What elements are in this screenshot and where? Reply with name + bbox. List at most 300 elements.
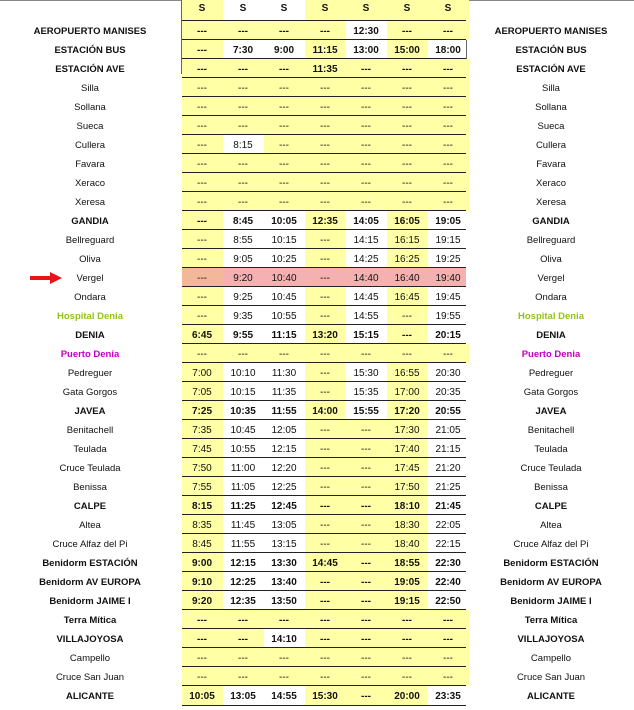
time-cell: 13:40	[271, 577, 297, 588]
time-cell: ---	[402, 197, 412, 208]
time-cell: ---	[197, 216, 207, 227]
row-divider	[182, 305, 466, 306]
stop-name-left: AEROPUERTO MANISES	[33, 26, 147, 37]
time-cell: ---	[320, 653, 330, 664]
stop-name-right: Benidorm ESTACIÓN	[503, 558, 599, 569]
time-cell: 6:45	[191, 330, 212, 341]
stop-name-right: Cruce Teulada	[520, 463, 582, 474]
time-cell: ---	[361, 83, 371, 94]
time-cell: ---	[361, 596, 371, 607]
time-cell: 16:40	[394, 273, 420, 284]
row-divider	[182, 685, 466, 686]
header-divider	[182, 20, 466, 21]
time-cell: ---	[320, 577, 330, 588]
stop-name-left: Benitachell	[66, 425, 114, 436]
time-cell: ---	[443, 672, 453, 683]
stop-name-right: Sollana	[535, 102, 567, 113]
time-cell: 7:25	[191, 406, 212, 417]
time-cell: ---	[279, 26, 289, 37]
time-cell: 19:15	[394, 596, 420, 607]
column-header: S	[362, 3, 370, 14]
time-cell: ---	[320, 102, 330, 113]
time-cell: ---	[320, 178, 330, 189]
time-cell: 10:55	[230, 444, 256, 455]
row-divider	[182, 58, 466, 59]
time-cell: 18:40	[394, 539, 420, 550]
stop-name-right: VILLAJOYOSA	[517, 634, 585, 645]
row-divider	[182, 419, 466, 420]
time-cell: ---	[238, 102, 248, 113]
time-cell: ---	[361, 653, 371, 664]
time-cell: ---	[279, 615, 289, 626]
time-cell: 7:00	[192, 368, 212, 379]
row-divider	[182, 343, 466, 344]
stop-name-left: Cruce San Juan	[55, 672, 125, 683]
row-divider	[182, 590, 466, 591]
time-cell: ---	[320, 634, 330, 645]
column-header: S	[321, 3, 329, 14]
time-cell: ---	[320, 444, 330, 455]
stop-name-right: Vergel	[537, 273, 565, 284]
stop-name-right: Benidorm AV EUROPA	[500, 577, 602, 588]
row-divider	[182, 438, 466, 439]
time-cell: 15:30	[353, 368, 379, 379]
time-cell: ---	[197, 64, 207, 75]
time-cell: 19:45	[435, 292, 461, 303]
time-cell: 20:55	[435, 406, 461, 417]
time-cell: ---	[197, 45, 207, 56]
stop-name-left: Favara	[75, 159, 105, 170]
time-cell: 9:00	[191, 558, 212, 569]
time-cell: ---	[238, 64, 248, 75]
time-cell: 20:15	[435, 330, 461, 341]
time-cell: 11:55	[230, 539, 256, 550]
time-cell: 15:30	[312, 691, 338, 702]
time-cell: 15:00	[394, 45, 420, 56]
time-cell: 9:25	[233, 292, 253, 303]
time-cell: 11:00	[230, 463, 256, 474]
time-cell: ---	[320, 292, 330, 303]
stop-name-left: DENIA	[75, 330, 105, 341]
time-cell: ---	[279, 102, 289, 113]
time-cell: 22:30	[435, 558, 461, 569]
row-divider	[182, 476, 466, 477]
time-cell: ---	[443, 653, 453, 664]
time-cell: ---	[197, 672, 207, 683]
time-cell: ---	[361, 159, 371, 170]
column-header: S	[280, 3, 288, 14]
time-cell: ---	[402, 159, 412, 170]
time-cell: 10:55	[271, 311, 297, 322]
row-divider	[182, 381, 466, 382]
time-cell: 14:00	[312, 406, 338, 417]
time-cell: ---	[320, 615, 330, 626]
time-cell: 10:45	[271, 292, 297, 303]
stop-name-right: Xeraco	[535, 178, 567, 189]
time-cell: ---	[361, 634, 371, 645]
stop-name-left: ALICANTE	[65, 691, 115, 702]
stop-name-left: VILLAJOYOSA	[56, 634, 124, 645]
time-cell: 9:20	[191, 596, 212, 607]
stop-name-right: Oliva	[540, 254, 562, 265]
time-cell: ---	[238, 159, 248, 170]
time-cell: ---	[320, 121, 330, 132]
time-cell: 10:10	[230, 368, 256, 379]
time-cell: 17:40	[394, 444, 420, 455]
time-cell: 7:05	[192, 387, 212, 398]
time-cell: 12:25	[230, 577, 256, 588]
time-cell: ---	[197, 634, 207, 645]
time-cell: ---	[320, 387, 330, 398]
time-cell: 21:25	[435, 482, 461, 493]
time-cell: ---	[279, 653, 289, 664]
time-cell: 11:15	[312, 45, 338, 56]
time-cell: 13:05	[230, 691, 256, 702]
time-cell: ---	[443, 26, 453, 37]
time-cell: 14:55	[353, 311, 379, 322]
time-cell: 16:25	[394, 254, 420, 265]
time-cell: 10:40	[271, 273, 297, 284]
time-cell: 19:05	[435, 216, 461, 227]
time-cell: ---	[402, 349, 412, 360]
stop-name-right: Silla	[542, 83, 560, 94]
stop-name-left: Cullera	[74, 140, 106, 151]
stop-name-left: Oliva	[79, 254, 101, 265]
time-cell: ---	[320, 672, 330, 683]
time-cell: 13:20	[312, 330, 338, 341]
row-divider	[182, 134, 466, 135]
stop-name-left: Vergel	[76, 273, 104, 284]
time-cell: 9:55	[232, 330, 253, 341]
time-cell: ---	[361, 178, 371, 189]
stop-name-right: Teulada	[534, 444, 568, 455]
time-cell: ---	[279, 83, 289, 94]
time-cell: ---	[197, 159, 207, 170]
time-cell: 8:45	[232, 216, 253, 227]
time-cell: 8:15	[233, 140, 253, 151]
time-cell: ---	[197, 615, 207, 626]
time-cell: 7:45	[192, 444, 212, 455]
time-cell: 11:05	[230, 482, 256, 493]
time-cell: ---	[361, 539, 371, 550]
time-cell: 8:15	[191, 501, 212, 512]
time-cell: ---	[361, 482, 371, 493]
time-cell: ---	[197, 311, 207, 322]
time-cell: ---	[279, 197, 289, 208]
time-cell: 19:55	[435, 311, 461, 322]
time-cell: ---	[402, 121, 412, 132]
time-cell: 12:15	[271, 444, 297, 455]
time-cell: ---	[320, 197, 330, 208]
row-divider	[182, 457, 466, 458]
time-cell: ---	[443, 349, 453, 360]
time-cell: 13:30	[271, 558, 297, 569]
time-cell: ---	[320, 254, 330, 265]
time-cell: ---	[361, 102, 371, 113]
stop-name-right: ESTACIÓN BUS	[515, 45, 587, 56]
time-cell: ---	[238, 178, 248, 189]
time-cell: 19:05	[394, 577, 420, 588]
time-cell: ---	[361, 64, 371, 75]
time-cell: 14:05	[353, 216, 379, 227]
time-cell: ---	[320, 140, 330, 151]
stop-name-right: ESTACIÓN AVE	[516, 64, 586, 75]
time-cell: ---	[361, 520, 371, 531]
time-cell: 7:35	[192, 425, 212, 436]
stop-name-left: Bellreguard	[65, 235, 115, 246]
time-cell: ---	[361, 463, 371, 474]
time-cell: ---	[197, 140, 207, 151]
time-cell: 14:45	[353, 292, 379, 303]
stop-name-left: Teulada	[73, 444, 107, 455]
time-cell: 10:05	[271, 216, 297, 227]
row-divider	[182, 666, 466, 667]
stop-name-left: Cruce Alfaz del Pi	[52, 539, 128, 550]
time-cell: ---	[320, 349, 330, 360]
time-cell: ---	[320, 501, 330, 512]
stop-name-left: ESTACIÓN BUS	[54, 45, 126, 56]
stop-name-right: Cruce Alfaz del Pi	[513, 539, 589, 550]
stop-name-right: Benissa	[534, 482, 568, 493]
row-divider	[182, 609, 466, 610]
time-cell: ---	[279, 140, 289, 151]
row-divider	[182, 362, 466, 363]
time-cell: ---	[320, 482, 330, 493]
stop-name-right: AEROPUERTO MANISES	[494, 26, 608, 37]
time-cell: ---	[402, 615, 412, 626]
time-cell: ---	[279, 64, 289, 75]
time-cell: ---	[443, 102, 453, 113]
time-cell: 13:00	[353, 45, 379, 56]
time-cell: 23:35	[435, 691, 461, 702]
time-cell: 7:55	[192, 482, 212, 493]
time-cell: 14:15	[353, 235, 379, 246]
time-cell: ---	[279, 672, 289, 683]
row-divider	[182, 172, 466, 173]
time-cell: 9:20	[233, 273, 253, 284]
time-cell: 14:10	[271, 634, 297, 645]
time-cell: ---	[320, 235, 330, 246]
time-cell: ---	[402, 653, 412, 664]
time-cell: 9:35	[233, 311, 253, 322]
time-cell: 22:05	[435, 520, 461, 531]
time-cell: 13:15	[271, 539, 297, 550]
time-cell: ---	[197, 178, 207, 189]
time-cell: ---	[361, 615, 371, 626]
time-cell: 11:15	[271, 330, 297, 341]
time-cell: 14:55	[271, 691, 297, 702]
stop-name-right: Benitachell	[527, 425, 575, 436]
time-cell: 11:35	[271, 387, 297, 398]
time-cell: 11:45	[230, 520, 256, 531]
stop-name-left: Campello	[69, 653, 111, 664]
time-cell: 18:00	[435, 45, 461, 56]
stop-name-right: Puerto Denia	[521, 349, 581, 360]
stop-name-left: Sollana	[74, 102, 106, 113]
stop-name-right: Cullera	[535, 140, 567, 151]
time-cell: ---	[197, 653, 207, 664]
time-cell: ---	[443, 178, 453, 189]
stop-name-left: Benidorm JAIME I	[49, 596, 131, 607]
time-cell: 18:55	[394, 558, 420, 569]
time-cell: ---	[279, 159, 289, 170]
time-cell: ---	[197, 292, 207, 303]
time-cell: ---	[279, 349, 289, 360]
row-divider	[182, 210, 466, 211]
stop-name-left: Xeraco	[74, 178, 106, 189]
time-cell: ---	[361, 349, 371, 360]
stop-name-left: CALPE	[73, 501, 107, 512]
column-header: S	[198, 3, 206, 14]
time-cell: 15:35	[353, 387, 379, 398]
stop-name-left: Pedreguer	[67, 368, 113, 379]
time-cell: ---	[402, 311, 412, 322]
stop-name-right: Benidorm JAIME I	[510, 596, 592, 607]
time-cell: 12:45	[271, 501, 297, 512]
stop-name-right: Ondara	[535, 292, 567, 303]
time-cell: ---	[238, 121, 248, 132]
time-cell: ---	[443, 64, 453, 75]
stop-name-left: Terra Mítica	[63, 615, 117, 626]
row-divider	[182, 39, 466, 40]
row-divider	[182, 267, 466, 268]
stop-name-left: Sueca	[76, 121, 104, 132]
time-cell: ---	[238, 653, 248, 664]
time-cell: 15:15	[353, 330, 379, 341]
time-cell: 11:30	[271, 368, 297, 379]
time-cell: ---	[320, 83, 330, 94]
time-cell: ---	[197, 254, 207, 265]
row-divider	[182, 647, 466, 648]
stop-name-left: Hospital Denia	[57, 311, 123, 322]
time-cell: 12:25	[271, 482, 297, 493]
time-cell: 12:05	[271, 425, 297, 436]
time-cell: ---	[402, 64, 412, 75]
time-cell: 22:40	[435, 577, 461, 588]
stop-name-right: Bellreguard	[526, 235, 576, 246]
time-cell: 21:15	[435, 444, 461, 455]
stop-name-right: DENIA	[536, 330, 566, 341]
time-cell: ---	[197, 235, 207, 246]
stop-name-left: Silla	[81, 83, 99, 94]
time-cell: 21:45	[435, 501, 461, 512]
stop-name-right: Cruce San Juan	[516, 672, 586, 683]
time-cell: ---	[197, 121, 207, 132]
time-cell: ---	[361, 501, 371, 512]
time-cell: 16:45	[394, 292, 420, 303]
time-cell: ---	[279, 121, 289, 132]
time-cell: 11:35	[312, 64, 338, 75]
time-cell: ---	[238, 672, 248, 683]
time-cell: 22:15	[435, 539, 461, 550]
time-cell: 7:50	[192, 463, 212, 474]
time-cell: 14:45	[312, 558, 338, 569]
time-cell: ---	[443, 121, 453, 132]
time-cell: 7:30	[232, 45, 253, 56]
stop-name-right: Pedreguer	[528, 368, 574, 379]
row-divider	[182, 191, 466, 192]
time-cell: 13:05	[271, 520, 297, 531]
row-divider	[182, 514, 466, 515]
time-cell: 14:40	[353, 273, 379, 284]
stop-name-left: Ondara	[74, 292, 106, 303]
row-divider	[182, 571, 466, 572]
time-cell: 12:35	[312, 216, 338, 227]
row-divider	[182, 705, 466, 706]
time-cell: 9:10	[191, 577, 212, 588]
time-cell: 19:15	[435, 235, 461, 246]
row-divider	[182, 286, 466, 287]
row-divider	[182, 628, 466, 629]
time-cell: 20:30	[435, 368, 461, 379]
time-cell: 19:40	[435, 273, 461, 284]
time-cell: 13:50	[271, 596, 297, 607]
time-cell: 17:30	[394, 425, 420, 436]
time-cell: 10:45	[230, 425, 256, 436]
time-cell: ---	[443, 634, 453, 645]
time-cell: 16:05	[394, 216, 420, 227]
time-cell: ---	[238, 26, 248, 37]
time-cell: 17:20	[394, 406, 420, 417]
column-header: S	[444, 3, 452, 14]
stop-name-right: JAVEA	[535, 406, 567, 417]
time-cell: ---	[361, 197, 371, 208]
time-cell: ---	[238, 197, 248, 208]
time-cell: ---	[402, 83, 412, 94]
time-cell: 8:45	[192, 539, 212, 550]
stop-name-right: ALICANTE	[526, 691, 576, 702]
column-header: S	[239, 3, 247, 14]
time-cell: ---	[320, 159, 330, 170]
time-cell: ---	[197, 83, 207, 94]
stop-name-right: Sueca	[537, 121, 565, 132]
time-cell: ---	[320, 463, 330, 474]
time-cell: 15:55	[353, 406, 379, 417]
stop-name-right: Hospital Denia	[518, 311, 584, 322]
time-cell: ---	[197, 102, 207, 113]
stop-name-left: JAVEA	[74, 406, 106, 417]
stop-name-right: Altea	[540, 520, 562, 531]
stop-name-right: Xeresa	[535, 197, 567, 208]
time-cell: ---	[238, 349, 248, 360]
time-cell: 10:35	[230, 406, 256, 417]
stop-name-left: Xeresa	[74, 197, 106, 208]
time-cell: 18:10	[394, 501, 420, 512]
stop-name-left: ESTACIÓN AVE	[55, 64, 125, 75]
time-cell: 22:50	[435, 596, 461, 607]
time-cell: ---	[279, 178, 289, 189]
time-cell: ---	[320, 368, 330, 379]
time-cell: 11:25	[230, 501, 256, 512]
time-cell: 19:25	[435, 254, 461, 265]
stop-name-left: Benidorm ESTACIÓN	[42, 558, 138, 569]
time-cell: ---	[402, 634, 412, 645]
time-cell: ---	[320, 539, 330, 550]
time-cell: ---	[402, 178, 412, 189]
time-cell: 17:45	[394, 463, 420, 474]
stop-name-right: Terra Mítica	[524, 615, 578, 626]
time-cell: 12:20	[271, 463, 297, 474]
time-cell: ---	[361, 672, 371, 683]
time-cell: ---	[402, 672, 412, 683]
time-cell: ---	[402, 26, 412, 37]
time-cell: ---	[361, 121, 371, 132]
time-cell: 20:00	[394, 691, 420, 702]
time-cell: 9:05	[233, 254, 253, 265]
time-cell: ---	[361, 691, 371, 702]
time-cell: ---	[361, 140, 371, 151]
stop-name-right: CALPE	[534, 501, 568, 512]
